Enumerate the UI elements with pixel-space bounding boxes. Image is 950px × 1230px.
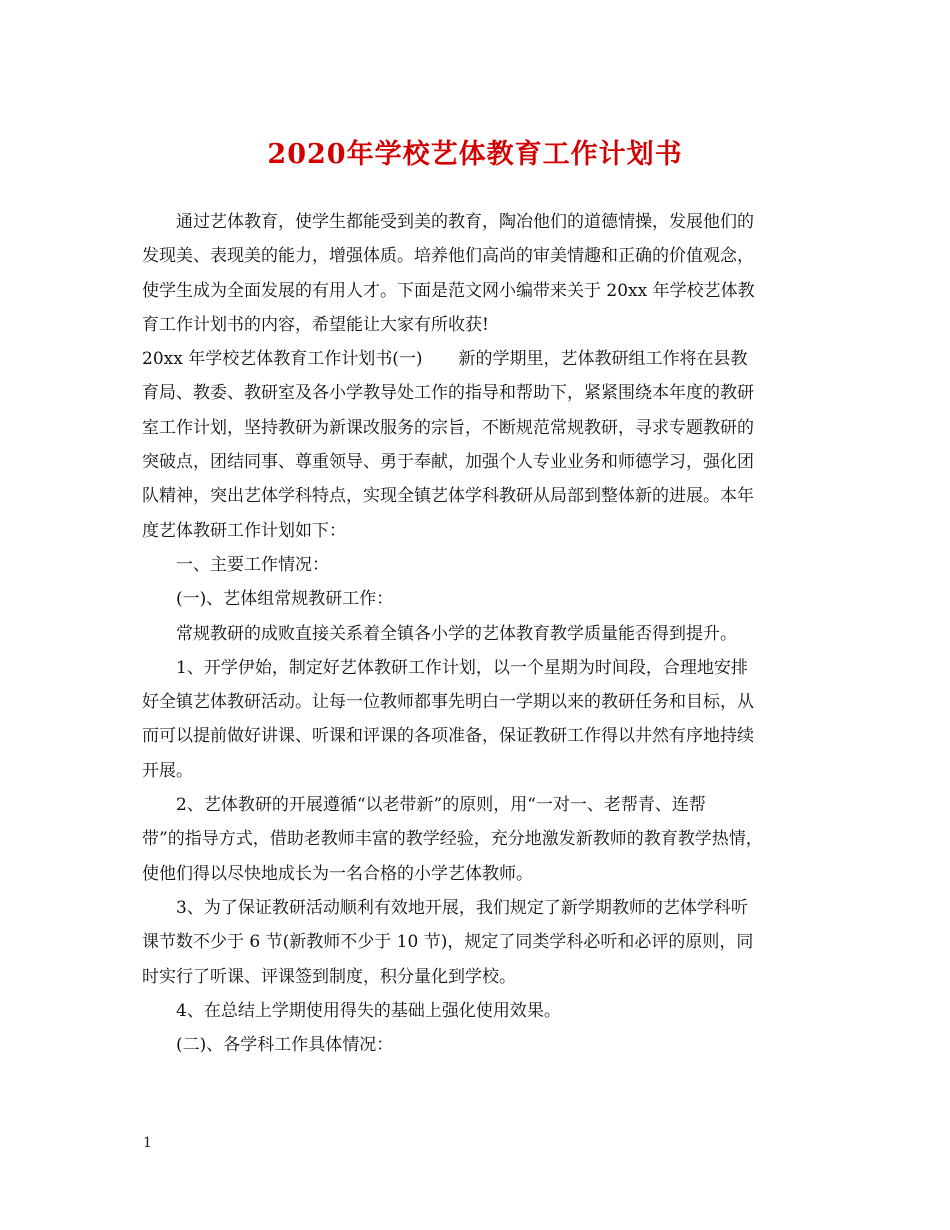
subheading-line: (一)、艺体组常规教研工作： [176, 589, 394, 610]
paragraph-line: 发现美、表现美的能力，增强体质。培养他们高尚的审美情趣和正确的价值观念， [142, 246, 754, 267]
heading-line: 一、主要工作情况： [176, 554, 329, 575]
subheading-line: (二)、各学科工作具体情况： [176, 1035, 394, 1056]
paragraph-line: 常规教研的成败直接关系着全镇各小学的艺体教育教学质量能否得到提升。 [176, 623, 737, 644]
paragraph-line: 使学生成为全面发展的有用人才。下面是范文网小编带来关于 20xx 年学校艺体教 [142, 280, 755, 301]
document-title: 2020年学校艺体教育工作计划书 [267, 139, 683, 170]
paragraph-text: 新的学期里，艺体教研组工作将在县教 [458, 349, 748, 370]
paragraph-line: 时实行了听课、评课签到制度，积分量化到学校。 [142, 966, 516, 987]
paragraph-line: 而可以提前做好讲课、听课和评课的各项准备，保证教研工作得以井然有序地持续 [142, 726, 754, 747]
paragraph-line: 开展。 [142, 760, 193, 781]
paragraph-line: 带”的指导方式，借助老教师丰富的教学经验，充分地激发新教师的教育教学热情， [142, 829, 763, 850]
paragraph-line: 队精神，突出艺体学科特点，实现全镇艺体学科教研从局部到整体新的进展。本年 [142, 486, 754, 507]
paragraph-line: 育局、教委、教研室及各小学教导处工作的指导和帮助下，紧紧围绕本年度的教研 [142, 383, 754, 404]
section-heading-line [142, 342, 812, 376]
paragraph-line: 课节数不少于 6 节(新教师不少于 10 节)，规定了同类学科必听和必评的原则，同 [142, 932, 754, 953]
paragraph-line: 使他们得以尽快地成长为一名合格的小学艺体教师。 [142, 863, 533, 884]
page-number: 1 [143, 1135, 152, 1151]
section-heading: 20xx 年学校艺体教育工作计划书(一) [142, 349, 423, 370]
paragraph-line: 度艺体教研工作计划如下： [142, 520, 346, 541]
paragraph-line: 突破点，团结同事、尊重领导、勇于奉献，加强个人专业业务和师德学习，强化团 [142, 452, 754, 473]
paragraph-line: 好全镇艺体教研活动。让每一位教师都事先明白一学期以来的教研任务和目标，从 [142, 692, 754, 713]
list-item-line: 1、开学伊始，制定好艺体教研工作计划，以一个星期为时间段，合理地安排 [176, 657, 748, 678]
list-item-line: 2、艺体教研的开展遵循“以老带新”的原则，用“一对一、老帮青、连帮 [176, 795, 706, 816]
document-body [142, 205, 812, 1062]
paragraph-line: 育工作计划书的内容，希望能让大家有所收获! [142, 314, 489, 335]
list-item-line: 4、在总结上学期使用得失的基础上强化使用效果。 [176, 1000, 561, 1021]
paragraph-line: 通过艺体教育，使学生都能受到美的教育，陶冶他们的道德情操，发展他们的 [176, 212, 754, 232]
paragraph-line: 室工作计划，坚持教研为新课改服务的宗旨，不断规范常规教研，寻求专题教研的 [142, 417, 754, 438]
list-item-line: 3、为了保证教研活动顺利有效地开展，我们规定了新学期教师的艺体学科听 [176, 897, 748, 918]
